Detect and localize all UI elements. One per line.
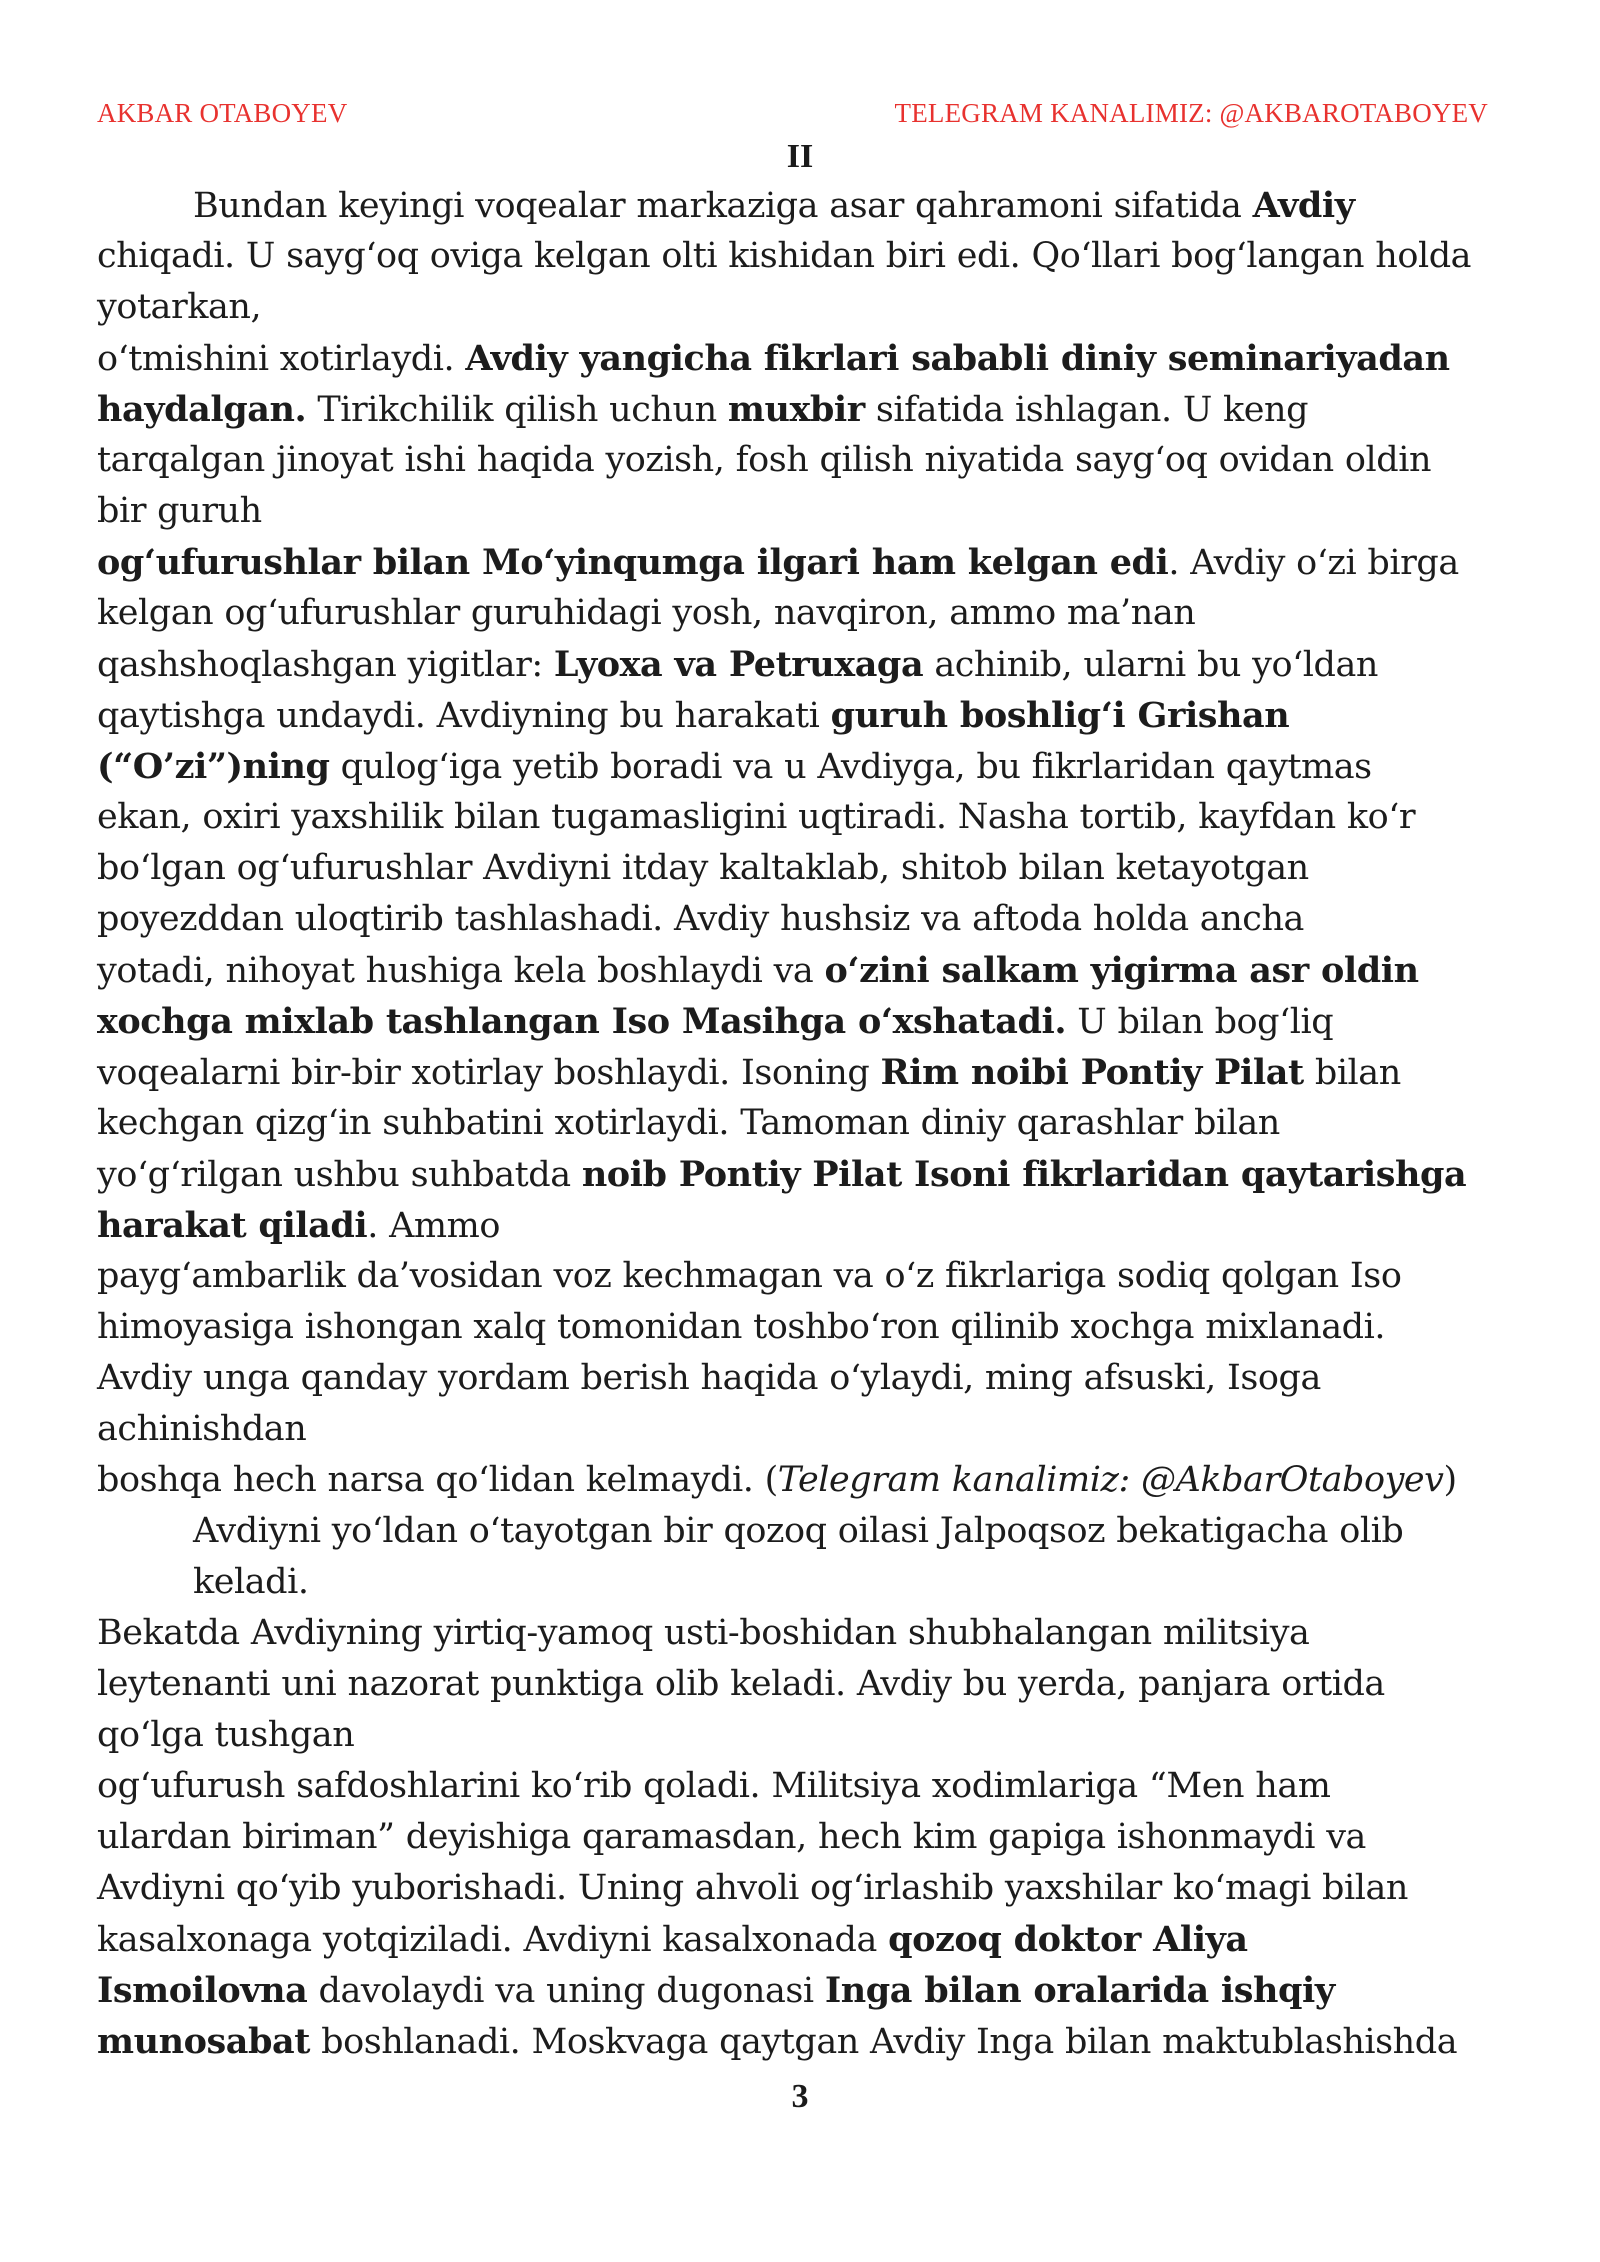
text-span: og‘ufurush safdoshlarini ko‘rib qoladi. Militsiya xodimlariga “Men ham [97,1766,1331,1806]
bold-text: haydalgan. [97,389,307,430]
text-line [97,1149,1512,1200]
text-line [97,1761,1512,1812]
text-span: Tirikchilik qilish uchun [306,390,728,430]
bold-text: muxbir [727,389,865,430]
bold-text: o‘zini salkam yigirma asr oldin [824,950,1419,991]
text-span: yo‘g‘rilgan ushbu suhbatda [97,1155,582,1195]
text-line [97,1557,1512,1608]
italic-text: Telegram kanalimiz: @AkbarOtaboyev [777,1460,1444,1500]
text-line [97,282,1512,333]
text-line [97,1965,1512,2016]
text-span: kelgan og‘ufurushlar guruhidagi yosh, navqiron, ammo ma’nan [97,593,1196,633]
text-span: kechgan qizg‘in suhbatini xotirlaydi. Tamoman diniy qarashlar bilan [97,1103,1280,1143]
text-line [97,996,1512,1047]
bold-text: Avdiy [1252,185,1355,226]
text-span: tarqalgan jinoyat ishi haqida yozish, fosh qilish niyatida sayg‘oq ovidan oldin [97,440,1432,480]
text-span: poyezddan uloqtirib tashlashadi. Avdiy hushsiz va aftoda holda ancha [97,899,1304,939]
text-span: boshlanadi. Moskvaga qaytgan Avdiy Inga bilan maktublashishda [309,2022,1458,2062]
text-line [97,1302,1512,1353]
text-span: Avdiy unga qanday yordam berish haqida o‘ylaydi, ming afsuski, Isoga [97,1358,1321,1398]
text-line [97,1506,1512,1557]
text-span: achinib, ularni bu yo‘ldan [923,645,1379,685]
text-line [97,180,1512,231]
text-line [97,1251,1512,1302]
bold-text: Rim noibi Pontiy Pilat [880,1052,1304,1093]
text-line [97,843,1512,894]
text-span: Bundan keyingi voqealar markaziga asar qahramoni sifatida [193,186,1253,226]
text-line [97,384,1512,435]
text-span: chiqadi. U sayg‘oq oviga kelgan olti kishidan biri edi. Qo‘llari bog‘langan holda [97,236,1472,276]
bold-text: Avdiy yangicha fikrlari sababli diniy seminariyadan [465,338,1450,379]
text-span: bilan [1303,1053,1401,1093]
text-span: davolaydi va uning dugonasi [307,1971,825,2011]
text-line [97,333,1512,384]
text-line [97,894,1512,945]
text-line [97,1608,1512,1659]
bold-text: guruh boshlig‘i Grishan [830,695,1290,736]
text-span: qo‘lga tushgan [97,1715,355,1755]
text-span: himoyasiga ishongan xalq tomonidan toshbo‘ron qilinib xochga mixlanadi. [97,1307,1386,1347]
text-span: qaytishga undaydi. Avdiyning bu harakati [97,696,831,736]
text-line [97,1404,1512,1455]
text-line [97,741,1512,792]
text-span: U bilan bog‘liq [1066,1002,1334,1042]
bold-text: Inga bilan oralarida ishqiy [824,1970,1335,2011]
text-line [97,945,1512,996]
text-line [97,435,1512,486]
text-line [97,2016,1512,2067]
text-line [97,1914,1512,1965]
text-line [97,792,1512,843]
text-line [97,1812,1512,1863]
text-line [97,1047,1512,1098]
text-span: ulardan biriman” deyishiga qaramasdan, hech kim gapiga ishonmaydi va [97,1817,1366,1857]
text-span: bo‘lgan og‘ufurushlar Avdiyni itday kaltaklab, shitob bilan ketayotgan [97,848,1309,888]
text-line [97,1863,1512,1914]
text-span: qashshoqlashgan yigitlar: [97,645,554,685]
header-author: AKBAR OTABOYEV [97,98,348,128]
bold-text: Lyoxa va Petruxaga [553,644,924,685]
text-span: bir guruh [97,491,262,531]
text-span: yotadi, nihoyat hushiga kela boshlaydi va [97,951,825,991]
text-span: keladi. [193,1562,309,1602]
text-line [97,1200,1512,1251]
bold-text: munosabat [97,2021,310,2062]
bold-text: noib Pontiy Pilat Isoni fikrlaridan qaytarishga [581,1154,1467,1195]
text-span: achinishdan [97,1409,307,1449]
text-span: voqealarni bir-bir xotirlay boshlaydi. Isoning [97,1053,881,1093]
text-span: Bekatda Avdiyning yirtiq-yamoq usti-boshidan shubhalangan militsiya [97,1613,1310,1653]
text-line [97,639,1512,690]
text-span: . Ammo [367,1206,501,1246]
text-line [97,486,1512,537]
text-line [97,1098,1512,1149]
text-line [97,1353,1512,1404]
bold-text: og‘ufurushlar bilan Mo‘yinqumga ilgari ham kelgan edi [97,542,1169,583]
text-line [97,1710,1512,1761]
bold-text: (“O’zi”)ning [97,746,330,787]
text-span: payg‘ambarlik da’vosidan voz kechmagan va o‘z fikrlariga sodiq qolgan Iso [97,1256,1402,1296]
text-line [97,690,1512,741]
text-span: Avdiyni yo‘ldan o‘tayotgan bir qozoq oilasi Jalpoqsoz bekatigacha olib [193,1511,1404,1551]
bold-text: qozoq doktor Aliya [888,1919,1248,1960]
text-span: sifatida ishlagan. U keng [864,390,1309,430]
page-number: 3 [791,2078,809,2115]
text-span: Avdiyni qo‘yib yuborishadi. Uning ahvoli og‘irlashib yaxshilar ko‘magi bilan [97,1868,1408,1908]
text-line [97,1455,1512,1506]
text-span: o‘tmishini xotirlaydi. [97,339,466,379]
text-span: ) [1443,1460,1457,1500]
bold-text: harakat qiladi [97,1205,368,1246]
bold-text: Ismoilovna [97,1970,308,2011]
section-number: II [786,138,814,175]
text-span: kasalxonaga yotqiziladi. Avdiyni kasalxonada [97,1920,889,1960]
text-line [97,588,1512,639]
text-span: leytenanti uni nazorat punktiga olib keladi. Avdiy bu yerda, panjara ortida [97,1664,1385,1704]
text-span: qulog‘iga yetib boradi va u Avdiyga, bu fikrlaridan qaytmas [329,747,1372,787]
text-span: boshqa hech narsa qo‘lidan kelmaydi. ( [97,1460,778,1500]
header-telegram-channel: TELEGRAM KANALIMIZ: @AKBAROTABOYEV [894,98,1488,128]
text-span: . Avdiy o‘zi birga [1168,543,1459,583]
text-line [97,231,1512,282]
text-span: yotarkan, [97,287,262,327]
text-line [97,537,1512,588]
text-span: ekan, oxiri yaxshilik bilan tugamasligini uqtiradi. Nasha tortib, kayfdan ko‘r [97,797,1416,837]
bold-text: xochga mixlab tashlangan Iso Masihga o‘xshatadi. [97,1001,1067,1042]
text-line [97,1659,1512,1710]
body-text [97,180,1512,2067]
